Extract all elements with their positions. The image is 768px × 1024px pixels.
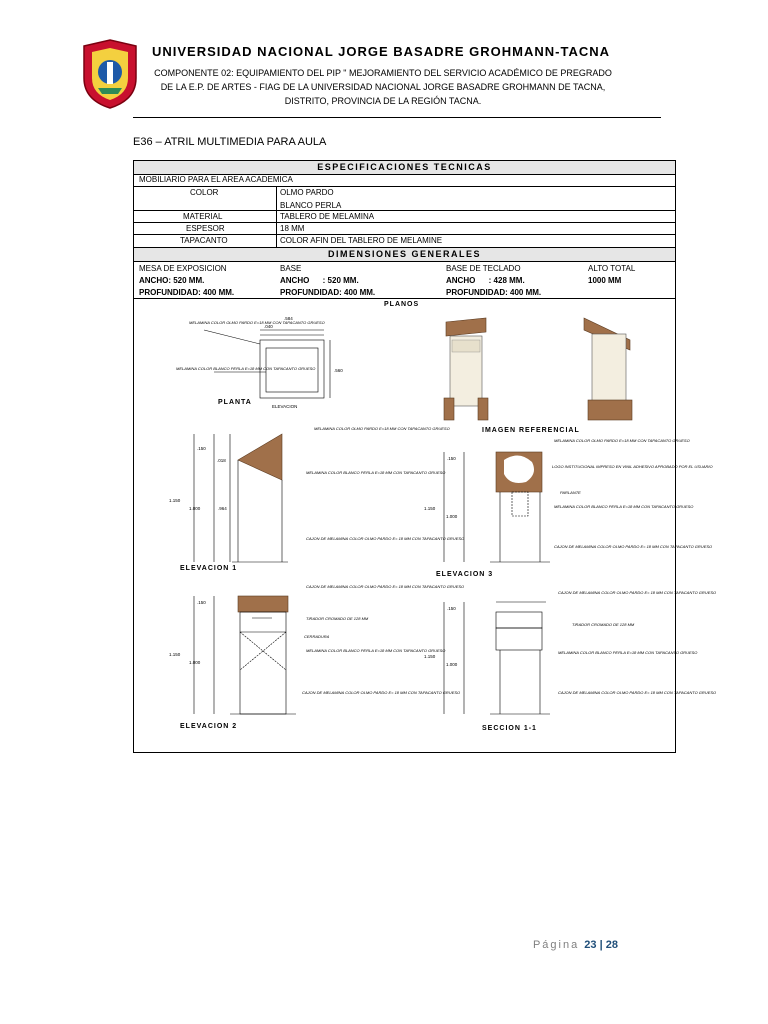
label-elevacion-2: ELEVACION 2 bbox=[180, 723, 238, 730]
dim-1150-e3: 1.150 bbox=[424, 506, 436, 511]
note-e1-cajon: CAJON DE MELAMINA COLOR OLMO PARDO E= 18 MM CON TAPACANTO GRUESO bbox=[306, 536, 465, 541]
dim-col-1-line-1: ANCHO: 520 MM. bbox=[139, 276, 205, 285]
note-s-blanco: MELAMINA COLOR BLANCO PERLA E=18 MM CON TAPACANTO GRUESO bbox=[558, 650, 698, 655]
header-subtitle-line-1: COMPONENTE 02: EQUIPAMIENTO DEL PIP " MEJORAMIENTO DEL SERVICIO ACADÉMICO DE PREGRADO bbox=[154, 68, 612, 78]
dim-150-e3: .150 bbox=[447, 456, 456, 461]
university-title: UNIVERSIDAD NACIONAL JORGE BASADRE GROHMANN-TACNA bbox=[152, 44, 611, 59]
dim-1000-e3: 1.000 bbox=[446, 514, 458, 519]
dim-150-e2: .150 bbox=[197, 600, 206, 605]
note-e3-cajon: CAJON DE MELAMINA COLOR OLMO PARDO E= 18 MM CON TAPACANTO GRUESO bbox=[554, 544, 713, 549]
dim-col-1-title: MESA DE EXPOSICION bbox=[139, 264, 227, 273]
elevacion-3-drawing bbox=[424, 438, 713, 578]
dim-col-2-title: BASE bbox=[280, 264, 302, 273]
spec-value-material: TABLERO DE MELAMINA bbox=[280, 212, 375, 221]
dim-1150-e1: 1.150 bbox=[169, 498, 181, 503]
dim-col-4-line-1: 1000 MM bbox=[588, 276, 622, 285]
header-divider bbox=[133, 117, 661, 118]
dim-018-e1: .018 bbox=[217, 458, 226, 463]
dim-150-s: .150 bbox=[447, 606, 456, 611]
dim-col-2-line-1: ANCHO : 520 MM. bbox=[280, 276, 359, 285]
label-elevacion: ELEVACION bbox=[272, 404, 298, 409]
row-divider bbox=[134, 222, 675, 223]
dim-560: .560 bbox=[334, 368, 343, 373]
header-subtitle-line-3: DISTRITO, PROVINCIA DE LA REGIÓN TACNA. bbox=[284, 96, 482, 106]
row-divider bbox=[134, 210, 675, 211]
dim-1150-s: 1.150 bbox=[424, 654, 436, 659]
row-divider bbox=[134, 186, 675, 187]
note-e3-logo: LOGO INSTITUCIONAL IMPRESO EN VINIL ADHESIVO APROBADO POR EL USUARIO bbox=[552, 464, 713, 469]
dim-1000-e1: 1.000 bbox=[189, 506, 201, 511]
dim-1150-e2: 1.150 bbox=[169, 652, 181, 657]
note-s-cajon-top: CAJON DE MELAMINA COLOR OLMO PARDO E= 18 MM CON TAPACANTO GRUESO bbox=[558, 590, 717, 595]
row-divider bbox=[134, 298, 675, 299]
label-seccion: SECCION 1-1 bbox=[482, 725, 537, 732]
dim-col-1-line-2: PROFUNDIDAD: 400 MM. bbox=[139, 288, 235, 297]
footer-page-total: 28 bbox=[605, 939, 618, 951]
dim-1000-e2: 1.000 bbox=[189, 660, 201, 665]
note-e2-cajon-bottom: CAJON DE MELAMINA COLOR OLMO PARDO E= 18 MM CON TAPACANTO GRUESO bbox=[302, 690, 461, 695]
footer-page-word: Página bbox=[532, 939, 580, 951]
note-e3-blanco: MELAMINA COLOR BLANCO PERLA E=18 MM CON TAPACANTO GRUESO bbox=[554, 504, 694, 509]
dim-col-3-title: BASE DE TECLADO bbox=[446, 264, 521, 273]
spec-column-divider bbox=[276, 186, 277, 248]
label-imagen-referencial: IMAGEN REFERENCIAL bbox=[482, 427, 580, 434]
spec-label-color: COLOR bbox=[190, 188, 219, 197]
note-e2-blanco: MELAMINA COLOR BLANCO PERLA E=18 MM CON TAPACANTO GRUESO bbox=[306, 648, 446, 653]
section-title: E36 – ATRIL MULTIMEDIA PARA AULA bbox=[133, 136, 327, 148]
specs-category: MOBILIARIO PARA EL AREA ACADEMICA bbox=[139, 175, 293, 184]
reference-image-front bbox=[444, 318, 488, 420]
spec-label-tapacanto: TAPACANTO bbox=[180, 236, 228, 245]
reference-image-side bbox=[584, 318, 632, 420]
elevacion-2-drawing bbox=[169, 584, 464, 730]
note-planta-blanco: MELAMINA COLOR BLANCO PERLA E=18 MM CON TAPACANTO GRUESO bbox=[176, 366, 316, 371]
header-subtitle-line-2: DE LA E.P. DE ARTES - FIAG DE LA UNIVERSIDAD NACIONAL JORGE BASADRE GROHMANN DE TACNA, bbox=[160, 82, 606, 92]
label-elevacion-1: ELEVACION 1 bbox=[180, 565, 238, 572]
planos-heading: PLANOS bbox=[384, 301, 420, 308]
note-e3-parlante: PARLANTE bbox=[560, 490, 581, 495]
note-e2-cajon-top: CAJON DE MELAMINA COLOR OLMO PARDO E= 18 MM CON TAPACANTO GRUESO bbox=[306, 584, 465, 589]
seccion-drawing bbox=[424, 590, 716, 732]
label-planta: PLANTA bbox=[218, 399, 252, 406]
specs-heading: ESPECIFICACIONES TECNICAS bbox=[134, 161, 675, 175]
row-divider bbox=[134, 234, 675, 235]
dim-col-2-line-2: PROFUNDIDAD: 400 MM. bbox=[280, 288, 376, 297]
note-planta-olmo: MELAMINA COLOR OLMO PARDO E=18 MM CON TAPACANTO GRUESO bbox=[189, 320, 325, 325]
note-e2-tirador: TIRADOR CROMADO DE 128 MM bbox=[306, 616, 369, 621]
dim-col-3-line-1: ANCHO : 428 MM. bbox=[446, 276, 525, 285]
spec-value-color-2: BLANCO PERLA bbox=[280, 201, 342, 210]
dim-040: .040 bbox=[264, 324, 273, 329]
note-e1-olmo: MELAMINA COLOR OLMO PARDO E=18 MM CON TAPACANTO GRUESO bbox=[314, 426, 450, 431]
spec-value-color-1: OLMO PARDO bbox=[280, 188, 334, 197]
note-e2-cerradura: CERRADURA bbox=[304, 634, 330, 639]
spec-label-espesor: ESPESOR bbox=[186, 224, 225, 233]
label-elevacion-3: ELEVACION 3 bbox=[436, 571, 494, 578]
dim-col-4-title: ALTO TOTAL bbox=[588, 264, 636, 273]
dim-col-3-line-2: PROFUNDIDAD: 400 MM. bbox=[446, 288, 542, 297]
planta-drawing bbox=[176, 316, 343, 409]
note-e1-blanco: MELAMINA COLOR BLANCO PERLA E=18 MM CON TAPACANTO GRUESO bbox=[306, 470, 446, 475]
planos-drawings bbox=[134, 310, 717, 752]
dim-150-e1: .150 bbox=[197, 446, 206, 451]
note-s-tirador: TIRADOR CROMADO DE 128 MM bbox=[572, 622, 635, 627]
spec-value-tapacanto: COLOR AFIN DEL TABLERO DE MELAMINE bbox=[280, 236, 443, 245]
footer-page-number: 23 bbox=[584, 939, 597, 951]
note-e3-olmo: MELAMINA COLOR OLMO PARDO E=18 MM CON TAPACANTO GRUESO bbox=[554, 438, 690, 443]
note-s-cajon-bottom: CAJON DE MELAMINA COLOR OLMO PARDO E= 18 MM CON TAPACANTO GRUESO bbox=[558, 690, 717, 695]
spec-label-material: MATERIAL bbox=[183, 212, 223, 221]
dimensions-heading: DIMENSIONES GENERALES bbox=[134, 248, 675, 262]
dim-584: .584 bbox=[284, 316, 293, 321]
elevacion-1-drawing bbox=[169, 426, 464, 572]
page-footer: Página 23 | 28 bbox=[532, 939, 618, 951]
dim-1000-s: 1.000 bbox=[446, 662, 458, 667]
dim-964-e1: .964 bbox=[218, 506, 227, 511]
spec-value-espesor: 18 MM bbox=[280, 224, 305, 233]
university-logo bbox=[80, 38, 140, 110]
